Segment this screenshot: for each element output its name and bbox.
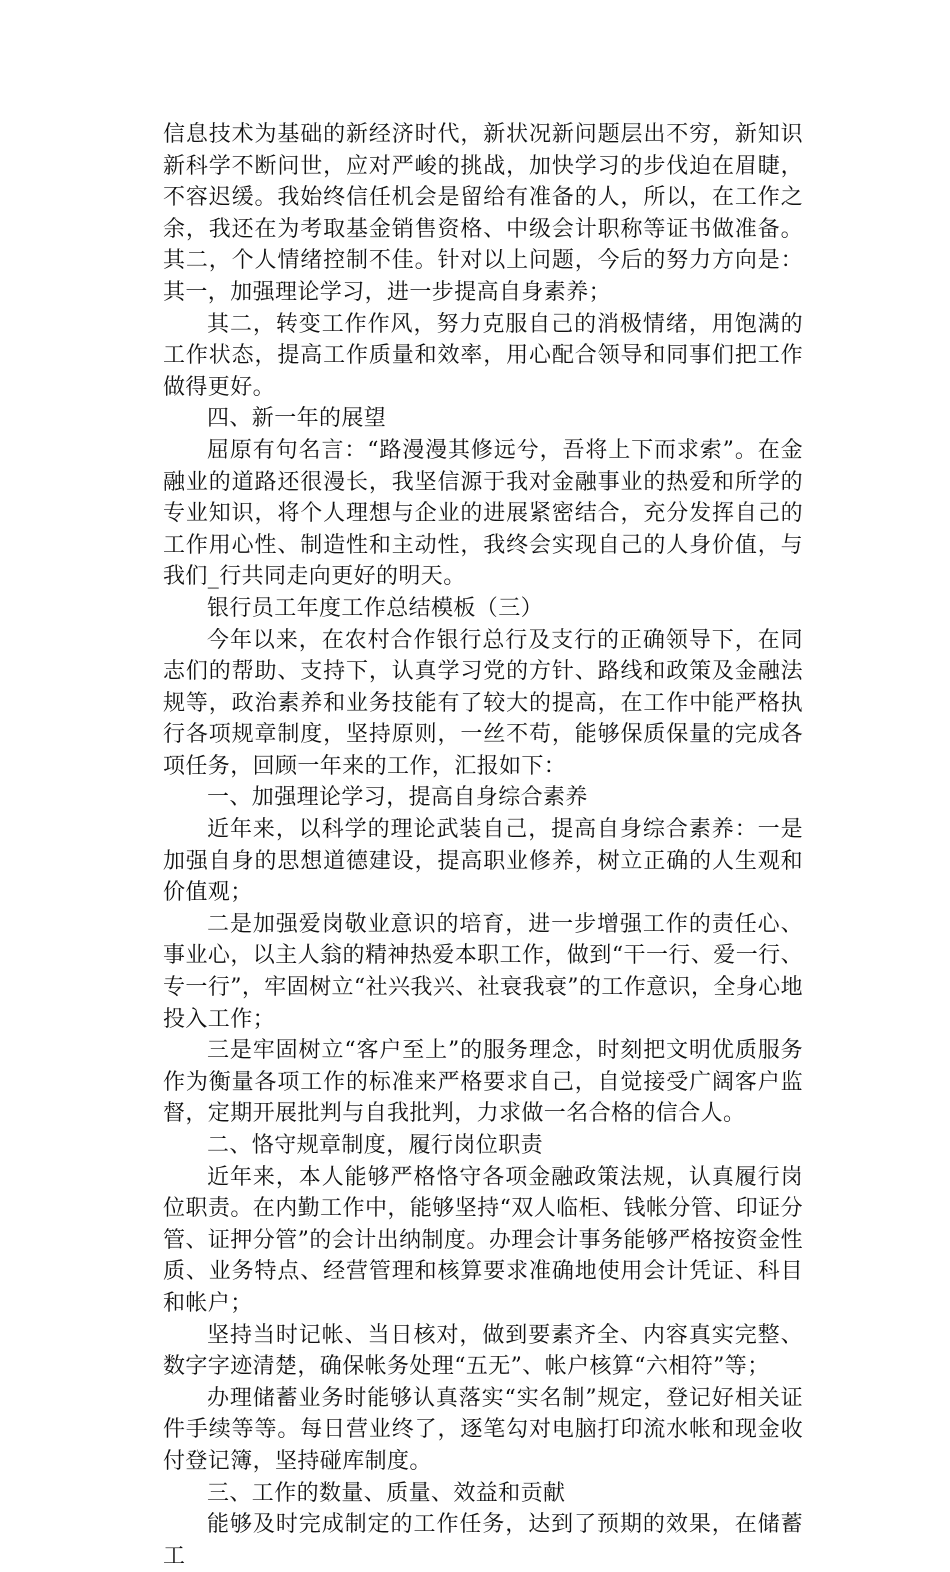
section-heading: 一、加强理论学习，提高自身综合素养: [207, 785, 588, 811]
paragraph: 近年来，本人能够严格恪守各项金融政策法规，认真履行岗位职责。在内勤工作中，能够坚持“双人临柜、钱帐分管、印证分管、证押分管”的会计出纳制度。办理会计事务能够严格按资金性质、业务特点、经营管理和核算要求准确地使用会计凭证、科目和帐户；: [163, 1164, 803, 1316]
document-title: 银行员工年度工作总结模板（三）: [207, 595, 544, 621]
paragraph: 二是加强爱岗敬业意识的培育，进一步增强工作的责任心、事业心，以主人翁的精神热爱本职工作，做到“干一行、爱一行、专一行”，牢固树立“社兴我兴、社衰我衰”的工作意识，全身心地投入工作；: [163, 911, 803, 1032]
paragraph: 办理储蓄业务时能够认真落实“实名制”规定，登记好相关证件手续等等。每日营业终了，逐笔勾对电脑打印流水帐和现金收付登记簿，坚持碰库制度。: [163, 1385, 803, 1474]
document-body: [163, 119, 803, 1572]
paragraph: 能够及时完成制定的工作任务，达到了预期的效果，在储蓄工: [163, 1512, 803, 1569]
paragraph: 坚持当时记帐、当日核对，做到要素齐全、内容真实完整、数字字迹清楚，确保帐务处理“五无”、帐户核算“六相符”等；: [163, 1322, 803, 1380]
paragraph: 近年来，以科学的理论武装自己，提高自身综合素养：一是加强自身的思想道德建设，提高职业修养，树立正确的人生观和价值观；: [163, 817, 803, 906]
paragraph: 今年以来，在农村合作银行总行及支行的正确领导下，在同志们的帮助、支持下，认真学习党的方针、路线和政策及金融法规等，政治素养和业务技能有了较大的提高，在工作中能严格执行各项规章制度，坚持原则，一丝不苟，能够保质保量的完成各项任务，回顾一年来的工作，汇报如下：: [163, 627, 803, 779]
paragraph: 屈原有句名言：“路漫漫其修远兮，吾将上下而求索”。在金融业的道路还很漫长，我坚信源于我对金融事业的热爱和所学的专业知识，将个人理想与企业的进展紧密结合，充分发挥自己的工作用心性、制造性和主动性，我终会实现自己的人身价值，与我们_行共同走向更好的明天。: [163, 437, 803, 590]
paragraph: 其二，转变工作作风，努力克服自己的消极情绪，用饱满的工作状态，提高工作质量和效率，用心配合领导和同事们把工作做得更好。: [163, 311, 803, 400]
paragraph: 三是牢固树立“客户至上”的服务理念，时刻把文明优质服务作为衡量各项工作的标准来严格要求自己，自觉接受广阔客户监督，定期开展批判与自我批判，力求做一名合格的信合人。: [163, 1038, 803, 1127]
section-heading: 三、工作的数量、质量、效益和贡献: [207, 1480, 566, 1506]
section-heading: 四、新一年的展望: [207, 406, 387, 432]
paragraph: 信息技术为基础的新经济时代，新状况新问题层出不穷，新知识新科学不断问世，应对严峻的挑战，加快学习的步伐迫在眉睫，不容迟缓。我始终信任机会是留给有准备的人，所以，在工作之余，我还在为考取基金销售资格、中级会计职称等证书做准备。其二，个人情绪控制不佳。针对以上问题，今后的努力方向是：其一，加强理论学习，进一步提高自身素养；: [163, 122, 803, 305]
section-heading: 二、恪守规章制度，履行岗位职责: [207, 1133, 544, 1158]
